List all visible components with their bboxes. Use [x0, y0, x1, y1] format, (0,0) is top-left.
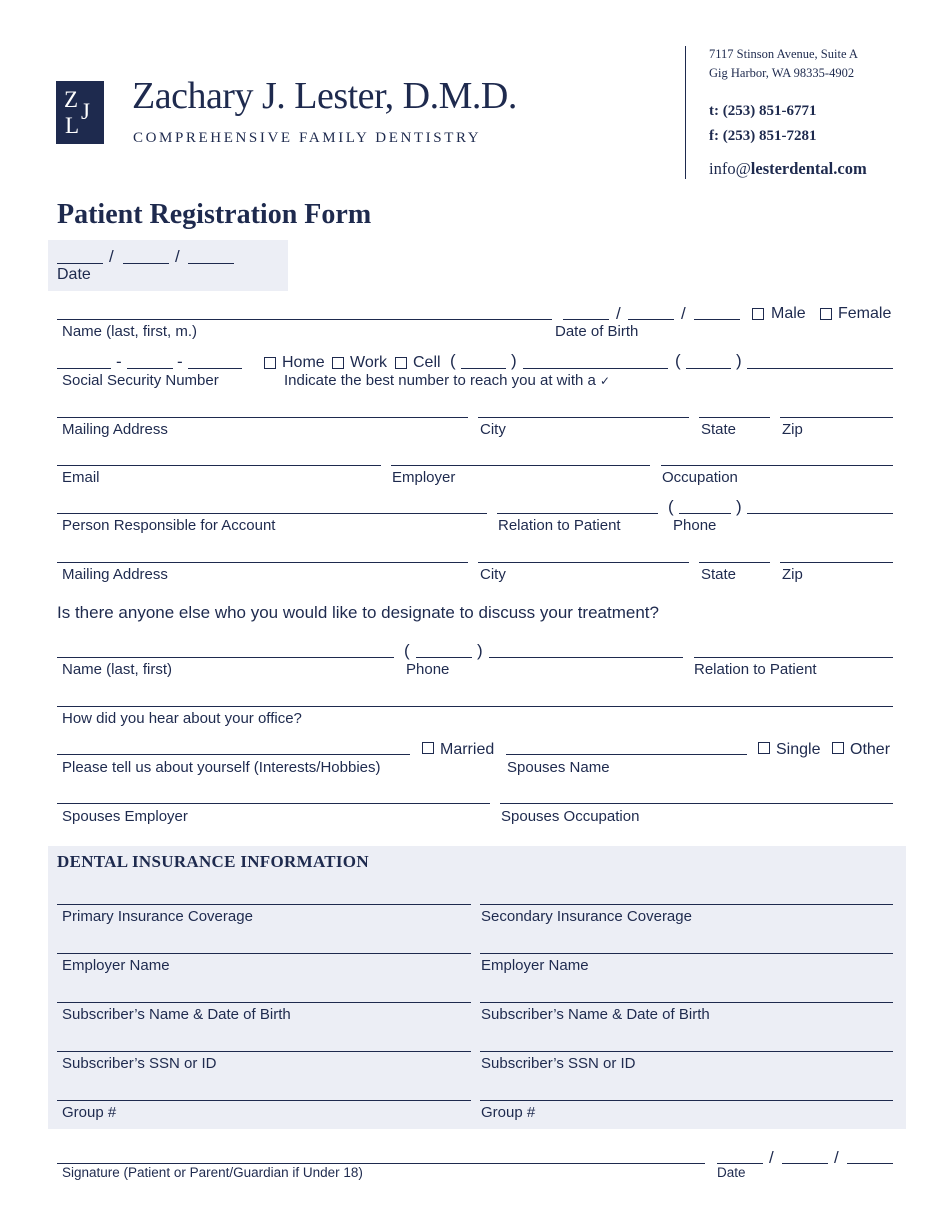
interests-field[interactable] — [57, 754, 410, 755]
designee-phone-label: Phone — [406, 661, 450, 678]
designee-relation-label: Relation to Patient — [694, 661, 817, 678]
insurance-heading: DENTAL INSURANCE INFORMATION — [57, 852, 369, 871]
home-checkbox[interactable] — [264, 357, 276, 369]
designee-name-field[interactable] — [57, 657, 394, 658]
best-number-text: Indicate the best number to reach you at with a — [284, 372, 596, 389]
dob-slash-1: / — [616, 304, 621, 323]
signature-date-slash-1: / — [769, 1148, 774, 1167]
cell-label: Cell — [413, 354, 441, 371]
zip-label: Zip — [782, 421, 803, 438]
single-label: Single — [776, 741, 821, 758]
office-fax: f: (253) 851-7281 — [709, 128, 817, 144]
cell-checkbox[interactable] — [395, 357, 407, 369]
state2-field[interactable] — [699, 562, 770, 563]
state-field[interactable] — [699, 417, 770, 418]
female-label: Female — [838, 305, 892, 322]
practice-tagline: COMPREHENSIVE FAMILY DENTISTRY — [133, 130, 482, 146]
employer-field[interactable] — [391, 465, 650, 466]
secondary-group-label: Group # — [481, 1104, 536, 1121]
signature-date-year-field[interactable] — [847, 1163, 893, 1164]
phone2-open-paren: ( — [675, 351, 681, 370]
spouses-name-field[interactable] — [506, 754, 747, 755]
date-year-field[interactable] — [188, 263, 234, 264]
primary-ssn-field[interactable] — [57, 1051, 471, 1052]
designee-phone-close-paren: ) — [477, 641, 483, 660]
primary-group-field[interactable] — [57, 1100, 471, 1101]
logo-monogram — [56, 81, 104, 144]
city-field[interactable] — [478, 417, 689, 418]
logo-letter-l: L — [65, 113, 80, 138]
resp-phone-field[interactable] — [747, 513, 893, 514]
email-label: Email — [62, 469, 100, 486]
occupation-field[interactable] — [661, 465, 893, 466]
primary-coverage-label: Primary Insurance Coverage — [62, 908, 253, 925]
address-line2: Gig Harbor, WA 98335-4902 — [709, 66, 855, 80]
spouses-name-label: Spouses Name — [507, 759, 610, 776]
zip2-label: Zip — [782, 566, 803, 583]
header-divider — [685, 46, 686, 179]
relation-field[interactable] — [497, 513, 658, 514]
other-label: Other — [850, 741, 891, 758]
dob-year-field[interactable] — [694, 319, 740, 320]
office-email — [709, 159, 867, 179]
date-slash-2: / — [175, 247, 180, 266]
signature-label: Signature (Patient or Parent/Guardian if Under 18) — [62, 1165, 363, 1180]
city-label: City — [480, 421, 506, 438]
secondary-employer-label: Employer Name — [481, 957, 589, 974]
mailing-address2-field[interactable] — [57, 562, 468, 563]
spouses-occupation-field[interactable] — [500, 803, 893, 804]
name-field[interactable] — [57, 319, 552, 320]
spouses-employer-field[interactable] — [57, 803, 490, 804]
mailing-address-field[interactable] — [57, 417, 468, 418]
secondary-coverage-label: Secondary Insurance Coverage — [481, 908, 692, 925]
single-checkbox[interactable] — [758, 742, 770, 754]
mailing-address2-label: Mailing Address — [62, 566, 168, 583]
primary-ssn-label: Subscriber’s SSN or ID — [62, 1055, 217, 1072]
signature-field[interactable] — [57, 1163, 705, 1164]
secondary-employer-field[interactable] — [480, 953, 893, 954]
resp-area-code-field[interactable] — [679, 513, 731, 514]
relation-label: Relation to Patient — [498, 517, 621, 534]
date-slash-1: / — [109, 247, 114, 266]
area-code-field[interactable] — [461, 368, 506, 369]
dob-slash-2: / — [681, 304, 686, 323]
ssn-dash-2: - — [177, 352, 183, 371]
responsible-person-label: Person Responsible for Account — [62, 517, 276, 534]
ssn-dash-1: - — [116, 352, 122, 371]
ssn-part3-field[interactable] — [188, 368, 242, 369]
email-prefix: info@ — [709, 159, 751, 178]
phone-number-field[interactable] — [523, 368, 668, 369]
date-label: Date — [57, 266, 91, 283]
work-checkbox[interactable] — [332, 357, 344, 369]
male-label: Male — [771, 305, 806, 322]
mailing-address-label: Mailing Address — [62, 421, 168, 438]
designee-relation-field[interactable] — [694, 657, 893, 658]
designee-phone-open-paren: ( — [404, 641, 410, 660]
primary-employer-field[interactable] — [57, 953, 471, 954]
primary-coverage-field[interactable] — [57, 904, 471, 905]
city2-label: City — [480, 566, 506, 583]
check-mark-icon: ✓ — [600, 374, 611, 388]
interests-label: Please tell us about yourself (Interests/Hobbies) — [62, 759, 381, 776]
dob-month-field[interactable] — [563, 319, 609, 320]
office-phone: t: (253) 851-6771 — [709, 103, 817, 119]
hear-about-field[interactable] — [57, 706, 893, 707]
resp-phone-open-paren: ( — [668, 497, 674, 516]
form-title: Patient Registration Form — [57, 199, 372, 230]
work-label: Work — [350, 354, 388, 371]
spouses-occupation-label: Spouses Occupation — [501, 808, 640, 825]
married-label: Married — [440, 741, 495, 758]
designee-area-code-field[interactable] — [416, 657, 472, 658]
dob-label: Date of Birth — [555, 323, 639, 340]
phone-close-paren: ) — [511, 351, 517, 370]
ssn-label: Social Security Number — [62, 372, 219, 389]
signature-date-day-field[interactable] — [782, 1163, 828, 1164]
primary-group-label: Group # — [62, 1104, 117, 1121]
secondary-coverage-field[interactable] — [480, 904, 893, 905]
other-checkbox[interactable] — [832, 742, 844, 754]
spouses-employer-label: Spouses Employer — [62, 808, 188, 825]
primary-subscriber-field[interactable] — [57, 1002, 471, 1003]
signature-date-slash-2: / — [834, 1148, 839, 1167]
phone2-close-paren: ) — [736, 351, 742, 370]
phone-open-paren: ( — [450, 351, 456, 370]
best-number-label — [284, 372, 610, 389]
logo-letter-j: J — [81, 99, 90, 124]
ssn-part2-field[interactable] — [127, 368, 173, 369]
married-checkbox[interactable] — [422, 742, 434, 754]
zip-field[interactable] — [780, 417, 893, 418]
secondary-subscriber-field[interactable] — [480, 1002, 893, 1003]
resp-phone-label: Phone — [673, 517, 717, 534]
female-checkbox[interactable] — [820, 308, 832, 320]
secondary-ssn-field[interactable] — [480, 1051, 893, 1052]
secondary-subscriber-label: Subscriber’s Name & Date of Birth — [481, 1006, 710, 1023]
doctor-name: Zachary J. Lester, D.M.D. — [132, 75, 517, 117]
area-code2-field[interactable] — [686, 368, 731, 369]
responsible-person-field[interactable] — [57, 513, 487, 514]
occupation-label: Occupation — [662, 469, 738, 486]
employer-label: Employer — [392, 469, 456, 486]
primary-employer-label: Employer Name — [62, 957, 170, 974]
designate-question: Is there anyone else who you would like to designate to discuss your treatment? — [57, 603, 659, 622]
home-label: Home — [282, 354, 325, 371]
address-line1: 7117 Stinson Avenue, Suite A — [709, 47, 858, 61]
male-checkbox[interactable] — [752, 308, 764, 320]
primary-subscriber-label: Subscriber’s Name & Date of Birth — [62, 1006, 291, 1023]
signature-date-label: Date — [717, 1165, 746, 1180]
city2-field[interactable] — [478, 562, 689, 563]
dob-day-field[interactable] — [628, 319, 674, 320]
ssn-part1-field[interactable] — [57, 368, 111, 369]
signature-date-month-field[interactable] — [717, 1163, 763, 1164]
hear-about-label: How did you hear about your office? — [62, 710, 302, 727]
insurance-section — [48, 846, 906, 1129]
state2-label: State — [701, 566, 737, 583]
resp-phone-close-paren: ) — [736, 497, 742, 516]
date-month-field[interactable] — [57, 263, 103, 264]
email-domain: lesterdental.com — [750, 159, 867, 178]
secondary-ssn-label: Subscriber’s SSN or ID — [481, 1055, 636, 1072]
email-field[interactable] — [57, 465, 381, 466]
phone-number2-field[interactable] — [747, 368, 893, 369]
logo-letter-z: Z — [64, 87, 79, 112]
date-day-field[interactable] — [123, 263, 169, 264]
secondary-group-field[interactable] — [480, 1100, 893, 1101]
designee-name-label: Name (last, first) — [62, 661, 173, 678]
state-label: State — [701, 421, 737, 438]
name-label: Name (last, first, m.) — [62, 323, 198, 340]
designee-phone-field[interactable] — [489, 657, 683, 658]
zip2-field[interactable] — [780, 562, 893, 563]
